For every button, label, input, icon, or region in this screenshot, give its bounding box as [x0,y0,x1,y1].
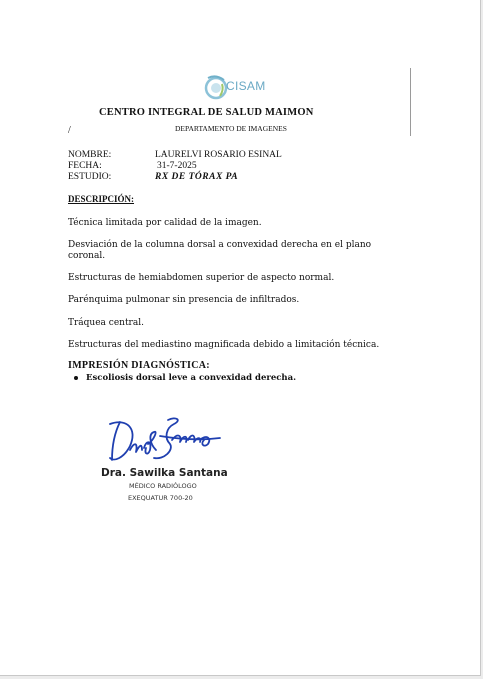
finding-paragraph: Estructuras del mediastino magnificada debido a limitación técnica. [68,340,380,350]
finding-paragraph: Técnica limitada por calidad de la imagen. [68,218,262,228]
name-value: LAURELVI ROSARIO ESINAL [155,150,282,160]
study-value: RX DE TÓRAX PA [155,172,239,182]
impression-item: Escoliosis dorsal leve a convexidad derecha. [86,373,297,383]
finding-paragraph: Tráquea central. [68,318,144,328]
description-heading: DESCRIPCIÓN: [68,194,135,204]
finding-paragraph: Estructuras de hemiabdomen superior de aspecto normal. [68,273,335,283]
header-mark: / [68,125,71,136]
doctor-role: MÉDICO RADIÓLOGO [129,482,197,490]
bullet-icon [74,376,78,380]
logo-text: CISAM [226,79,266,93]
date-label: FECHA: [68,161,102,171]
doctor-exequatur: EXEQUATUR 700-20 [128,494,193,502]
doctor-name: Dra. Sawilka Santana [101,467,228,479]
handwritten-signature [104,414,224,468]
name-label: NOMBRE: [68,150,112,160]
finding-paragraph: Parénquima pulmonar sin presencia de infiltrados. [68,295,300,305]
department-name: DEPARTAMENTO DE IMAGENES [175,124,287,133]
study-label: ESTUDIO: [68,172,112,182]
impression-heading: IMPRESIÓN DIAGNÓSTICA: [68,360,210,371]
finding-paragraph: Desviación de la columna dorsal a convexidad derecha en el plano coronal. [68,240,372,261]
date-value: 31-7-2025 [157,161,197,171]
organization-name: CENTRO INTEGRAL DE SALUD MAIMON [99,107,314,118]
header-divider [410,68,411,136]
